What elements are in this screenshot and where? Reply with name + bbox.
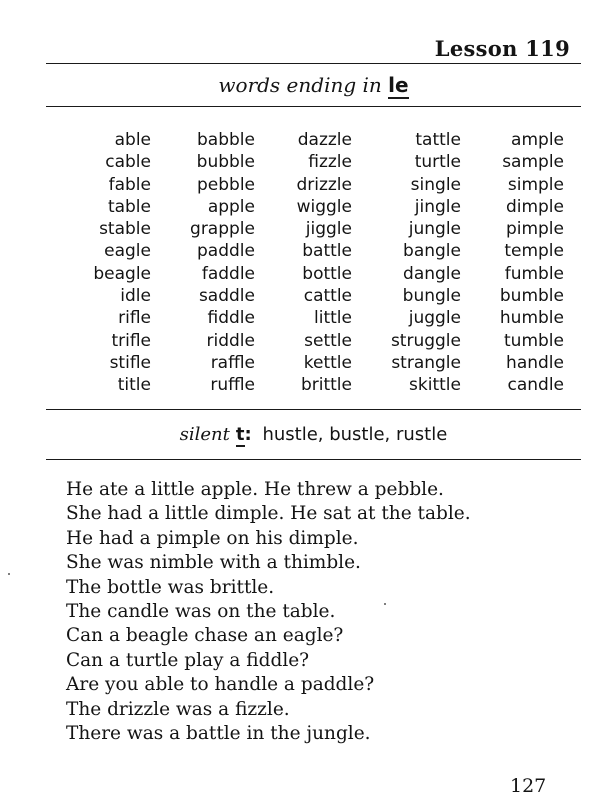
word: jingle: [414, 196, 461, 217]
word: riddle: [206, 330, 255, 351]
word: tumble: [504, 330, 564, 351]
word: juggle: [408, 308, 461, 329]
sentence: Are you able to handle a paddle?: [66, 674, 375, 696]
word: skittle: [409, 375, 461, 396]
word-column-1: [93, 129, 151, 397]
scan-speck: [8, 573, 10, 575]
word: babble: [197, 130, 255, 150]
word: struggle: [390, 330, 461, 351]
word: dangle: [403, 263, 461, 284]
word: fiddle: [207, 308, 255, 329]
word: bungle: [402, 286, 461, 307]
word: candle: [507, 375, 564, 396]
silent-bottom-rule: [46, 459, 581, 460]
sentence: Can a beagle chase an eagle?: [66, 625, 344, 647]
scan-speck: [384, 603, 386, 605]
word: stifle: [109, 352, 151, 373]
sentence: She was nimble with a thimble.: [66, 552, 361, 574]
sentence: The drizzle was a fizzle.: [66, 698, 290, 720]
word: single: [410, 174, 461, 195]
word: grapple: [190, 219, 255, 240]
word: settle: [304, 330, 352, 351]
word: wiggle: [296, 196, 352, 217]
practice-sentences: [66, 478, 471, 746]
word: kettle: [303, 352, 352, 373]
word-column-5: [500, 129, 564, 397]
word: jungle: [408, 219, 461, 240]
word: saddle: [198, 286, 255, 307]
silent-letter: t: [235, 424, 245, 445]
word: dimple: [505, 196, 564, 217]
word: title: [117, 375, 151, 396]
word: pimple: [505, 219, 564, 240]
word: turtle: [414, 152, 461, 173]
subtitle-prefix: words ending in: [218, 73, 382, 97]
word: jiggle: [305, 219, 352, 240]
word-column-3: [296, 129, 352, 397]
sentence: He ate a little apple. He threw a pebble.: [66, 479, 444, 500]
word-column-2: [190, 129, 255, 397]
word: little: [314, 308, 352, 329]
word: strangle: [391, 352, 461, 373]
sentence: The candle was on the table.: [66, 601, 336, 623]
top-rule: [46, 63, 581, 64]
word: rifle: [118, 308, 151, 329]
word: ruffle: [210, 375, 255, 396]
word: able: [114, 130, 151, 150]
word-column-4: [391, 129, 461, 397]
word: humble: [499, 308, 564, 329]
word: bubble: [196, 152, 255, 173]
word: apple: [207, 196, 255, 217]
sentence: Can a turtle play a fiddle?: [66, 649, 310, 671]
word: table: [107, 196, 151, 217]
word: beagle: [93, 263, 151, 284]
subtitle-suffix: le: [388, 73, 409, 97]
word: bangle: [403, 241, 461, 262]
word: cable: [105, 152, 151, 173]
word: brittle: [300, 375, 352, 396]
word: paddle: [197, 241, 255, 262]
silent-t-line: [0, 424, 600, 445]
word: temple: [504, 241, 564, 262]
word: sample: [502, 152, 564, 173]
word: tattle: [415, 130, 461, 150]
word: drizzle: [296, 174, 352, 195]
subtitle-rule: [46, 106, 581, 107]
word: fable: [108, 174, 151, 195]
silent-colon: :: [244, 424, 252, 445]
lesson-title: Lesson 119: [434, 36, 570, 61]
word: ample: [511, 130, 564, 150]
word: raffle: [210, 352, 255, 373]
word: trifle: [111, 330, 151, 351]
word: fizzle: [308, 152, 352, 173]
word-list-bottom-rule: [46, 409, 581, 410]
silent-examples: hustle, bustle, rustle: [262, 424, 448, 445]
word: battle: [302, 241, 352, 262]
sentence: She had a little dimple. He sat at the table.: [66, 503, 471, 525]
silent-label: silent: [179, 424, 230, 445]
word: simple: [507, 174, 564, 195]
word: fumble: [504, 263, 564, 284]
subtitle: [0, 73, 600, 97]
word: dazzle: [297, 130, 352, 150]
word: eagle: [104, 241, 151, 262]
word: bottle: [302, 263, 352, 284]
word: handle: [506, 352, 564, 373]
word: pebble: [196, 174, 255, 195]
word: bumble: [499, 286, 564, 307]
sentence: The bottle was brittle.: [66, 576, 275, 598]
word: idle: [120, 286, 151, 307]
sentence: There was a battle in the jungle.: [66, 723, 371, 745]
word: faddle: [201, 263, 255, 284]
word: cattle: [303, 286, 352, 307]
word: stable: [99, 219, 151, 240]
page-number: 127: [510, 775, 547, 797]
sentence: He had a pimple on his dimple.: [66, 527, 359, 549]
